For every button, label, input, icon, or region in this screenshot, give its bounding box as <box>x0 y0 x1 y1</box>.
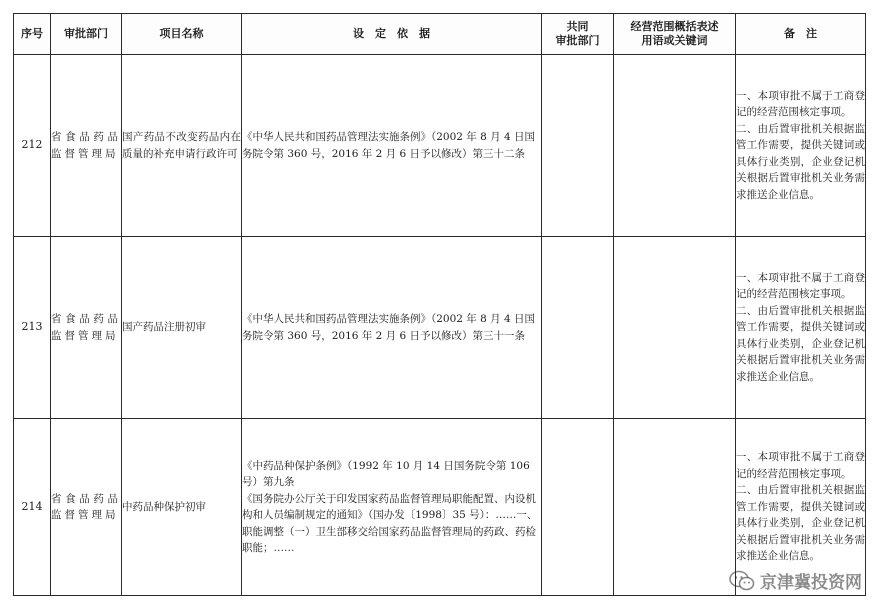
note-1: 一、本项审批不属于工商登记的经营范围核定事项。 <box>736 89 865 119</box>
note-1: 一、本项审批不属于工商登记的经营范围核定事项。 <box>736 451 865 480</box>
header-scope-line1: 经营范围概括表述 <box>630 20 719 33</box>
table-row <box>14 55 866 237</box>
cell-joint <box>542 55 614 237</box>
cell-joint <box>542 419 614 596</box>
header-basis: 设 定 依 据 <box>242 14 542 55</box>
cell-project: 国产药品不改变药品内在质量的补充申请行政许可 <box>122 55 242 237</box>
cell-notes <box>736 55 866 237</box>
header-joint-line2: 审批部门 <box>555 34 600 47</box>
header-scope <box>614 14 736 55</box>
cell-joint <box>542 237 614 419</box>
table-row <box>14 237 866 419</box>
dept-text: 省食品药品监督管理局 <box>51 131 121 160</box>
note-2: 二、由后置审批机关根据监管工作需要，提供关键词或具体行业类别，企业登记机关根据后置审批机关业务需求推送企业信息。 <box>736 122 865 201</box>
approval-table <box>13 13 866 596</box>
header-notes: 备 注 <box>736 14 866 55</box>
cell-scope <box>614 55 736 237</box>
watermark-text: 京津冀投资网 <box>760 573 862 593</box>
dept-text: 省食品药品监督管理局 <box>51 313 121 342</box>
header-scope-line2: 用语或关键词 <box>641 34 708 47</box>
header-joint <box>542 14 614 55</box>
cell-basis <box>242 419 542 596</box>
cell-project: 国产药品注册初审 <box>122 237 242 419</box>
cell-project: 中药品种保护初审 <box>122 419 242 596</box>
cell-seq: 212 <box>14 55 51 237</box>
watermark <box>729 568 862 593</box>
cell-seq: 213 <box>14 237 51 419</box>
cell-basis <box>242 237 542 419</box>
cell-dept <box>51 237 122 419</box>
cell-basis <box>242 55 542 237</box>
cell-notes <box>736 237 866 419</box>
basis-paragraph: 《国务院办公厅关于印发国家药品监督管理局职能配置、内设机构和人员编制规定的通知》（国办发〔1998〕35 号）：……一、职能调整（一）卫生部移交给国家药品监督管理局的药政、药检职能；…… <box>242 492 538 554</box>
cell-scope <box>614 419 736 596</box>
header-seq: 序号 <box>14 14 51 55</box>
basis-paragraph: 《中华人民共和国药品管理法实施条例》（2002 年 8 月 4 日国务院令第 360 号，2016 年 2 月 6 日予以修改）第三十二条 <box>242 131 536 160</box>
dept-text: 省食品药品监督管理局 <box>51 492 121 521</box>
note-2: 二、由后置审批机关根据监管工作需要，提供关键词或具体行业类别，企业登记机关根据后置审批机关业务需求推送企业信息。 <box>736 484 865 563</box>
cell-scope <box>614 237 736 419</box>
cell-dept <box>51 419 122 596</box>
header-joint-line1: 共同 <box>566 20 589 33</box>
header-dept: 审批部门 <box>51 14 122 55</box>
cell-seq: 214 <box>14 419 51 596</box>
basis-paragraph: 《中华人民共和国药品管理法实施条例》（2002 年 8 月 4 日国务院令第 360 号，2016 年 2 月 6 日予以修改）第三十一条 <box>242 313 536 342</box>
basis-paragraph: 《中药品种保护条例》（1992 年 10 月 14 日国务院令第 106 号）第九条 <box>242 459 530 488</box>
cell-dept <box>51 55 122 237</box>
header-row <box>14 14 866 55</box>
note-2: 二、由后置审批机关根据监管工作需要，提供关键词或具体行业类别，企业登记机关根据后置审批机关业务需求推送企业信息。 <box>736 304 865 383</box>
note-1: 一、本项审批不属于工商登记的经营范围核定事项。 <box>736 271 865 301</box>
wechat-icon <box>729 570 755 592</box>
header-project: 项目名称 <box>122 14 242 55</box>
